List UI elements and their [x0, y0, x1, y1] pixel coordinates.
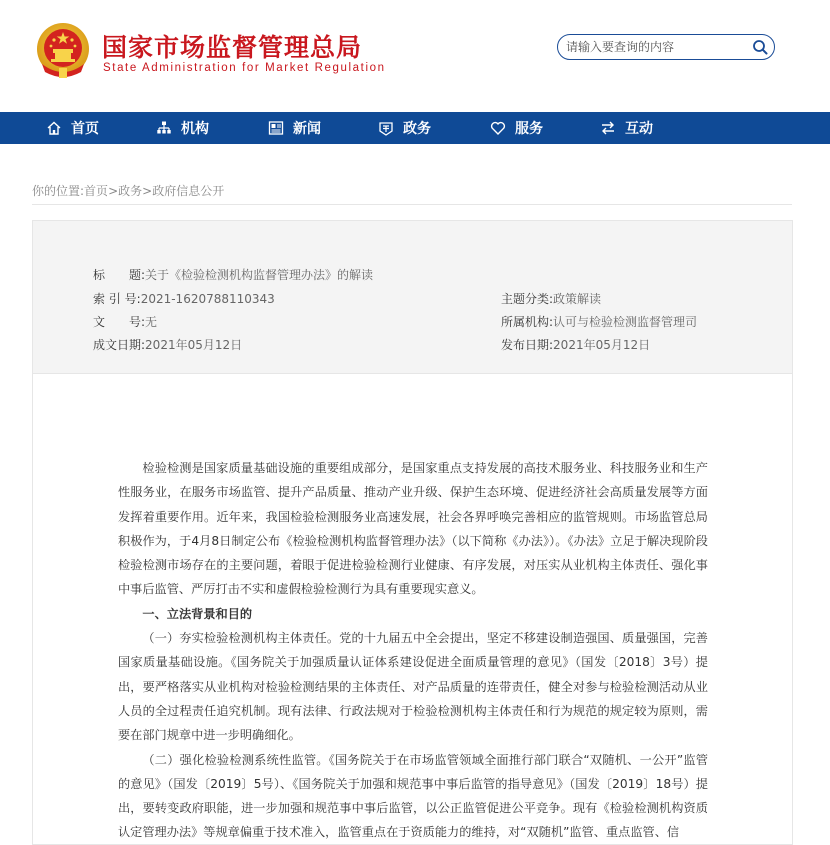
article-paragraph: 检验检测是国家质量基础设施的重要组成部分，是国家重点支持发展的高技术服务业、科技服务业和生产性服务业，在服务市场监管、提升产品质量、推动产业升级、保护生态环境、促进经济社会高质量发展等方面发挥着重要作用。近年来，我国检验检测服务业高速发展，社会各界呼唤完善相应的监管规则。市场监管总局积极作为，于4月8日制定公布《检验检测机构监督管理办法》（以下简称《办法》）。《办法》立足于解决现阶段检验检测市场存在的主要问题，着眼于促进检验检测行业健康、有序发展，对压实从业机构主体责任、强化事中事后监管、严厉打击不实和虚假检验检测行为具有重要现实意义。 [118, 461, 708, 597]
home-icon [46, 120, 62, 136]
breadcrumb-prefix: 你的位置: [32, 184, 85, 198]
info-docno-label: 文 号: [93, 315, 146, 329]
nav-home-label: 首页 [71, 121, 99, 137]
exchange-icon [600, 120, 616, 136]
info-agency-value: 认可与检验检测监督管理司 [553, 315, 698, 329]
info-publish-label: 发布日期: [501, 338, 554, 352]
info-category-row [501, 290, 601, 307]
nav-service-label: 服务 [515, 121, 543, 137]
nav-interact[interactable] [600, 112, 653, 144]
article-container [32, 373, 793, 845]
nav-news-label: 新闻 [293, 121, 321, 137]
info-category-value: 政策解读 [553, 292, 602, 306]
nav-org[interactable] [156, 112, 209, 144]
nav-interact-label: 互动 [625, 121, 653, 137]
info-agency-row [501, 313, 697, 330]
gov-icon [378, 120, 394, 136]
info-index-label: 索 引 号: [93, 292, 141, 306]
site-header [0, 0, 830, 112]
article-body [118, 456, 708, 845]
article-paragraph: （二）强化检验检测系统性监管。《国务院关于在市场监管领域全面推行部门联合“双随机、一公开”监管的意见》（国发〔2019〕5号）、《国务院关于加强和规范事中事后监管的指导意见》（国发〔2019〕18号）提出，要转变政府职能，进一步加强和规范事中事后监管，以公正监管促进公平竞争。现有《检验检测机构资质认定管理办法》等规章偏重于技术准入，监管重点在于资质能力的维持，对“双随机”监管、重点监管、信 [118, 752, 708, 840]
breadcrumb-current[interactable]: 政府信息公开 [152, 184, 225, 198]
nav-org-label: 机构 [181, 121, 209, 137]
info-publish-value: 2021年05月12日 [553, 338, 651, 352]
info-title-row [93, 266, 373, 283]
info-date-value: 2021年05月12日 [145, 338, 243, 352]
breadcrumb-divider [32, 204, 792, 205]
article-section-heading: 一、立法背景和目的 [142, 606, 253, 621]
info-index-row [93, 290, 275, 307]
info-date-label: 成文日期: [93, 338, 146, 352]
article-paragraph: （一）夯实检验检测机构主体责任。党的十九届五中全会提出，坚定不移建设制造强国、质量强国，完善国家质量基础设施。《国务院关于加强质量认证体系建设促进全面质量管理的意见》（国发〔2018〕3号）提出，要严格落实从业机构对检验检测结果的主体责任、对产品质量的连带责任，健全对参与检验检测活动从业人员的全过程责任追究机制。现有法律、行政法规对于检验检测机构主体责任和行为规范的规定较为原则，需要在部门规章中进一步明确细化。 [118, 631, 708, 743]
nav-home[interactable] [46, 112, 99, 144]
info-index-value: 2021-1620788110343 [140, 292, 275, 306]
document-info-panel [32, 220, 793, 373]
info-title-label: 标 题: [93, 268, 146, 282]
info-category-label: 主题分类: [501, 292, 554, 306]
nav-gov-label: 政务 [403, 121, 431, 137]
nav-news[interactable] [268, 112, 321, 144]
breadcrumb [32, 182, 224, 199]
heart-icon [490, 120, 506, 136]
breadcrumb-gov[interactable]: 政务 [118, 184, 143, 198]
news-icon [268, 120, 284, 136]
breadcrumb-home[interactable]: 首页 [84, 184, 109, 198]
breadcrumb-sep: > [142, 184, 153, 198]
breadcrumb-sep: > [108, 184, 119, 198]
org-icon [156, 120, 172, 136]
info-publish-row [501, 336, 650, 353]
search-box [557, 34, 775, 60]
main-nav [0, 112, 830, 144]
info-agency-label: 所属机构: [501, 315, 554, 329]
info-docno-row [93, 313, 157, 330]
nav-service[interactable] [490, 112, 543, 144]
info-date-row [93, 336, 242, 353]
search-icon[interactable] [752, 39, 768, 55]
search-input[interactable] [566, 38, 741, 56]
info-docno-value: 无 [145, 315, 158, 329]
nav-gov[interactable] [378, 112, 431, 144]
national-emblem-icon[interactable] [36, 22, 90, 80]
site-subtitle: State Administration for Market Regulation [103, 62, 386, 74]
site-title: 国家市场监督管理总局 [102, 33, 363, 62]
info-title-value: 关于《检验检测机构监督管理办法》的解读 [145, 268, 374, 282]
